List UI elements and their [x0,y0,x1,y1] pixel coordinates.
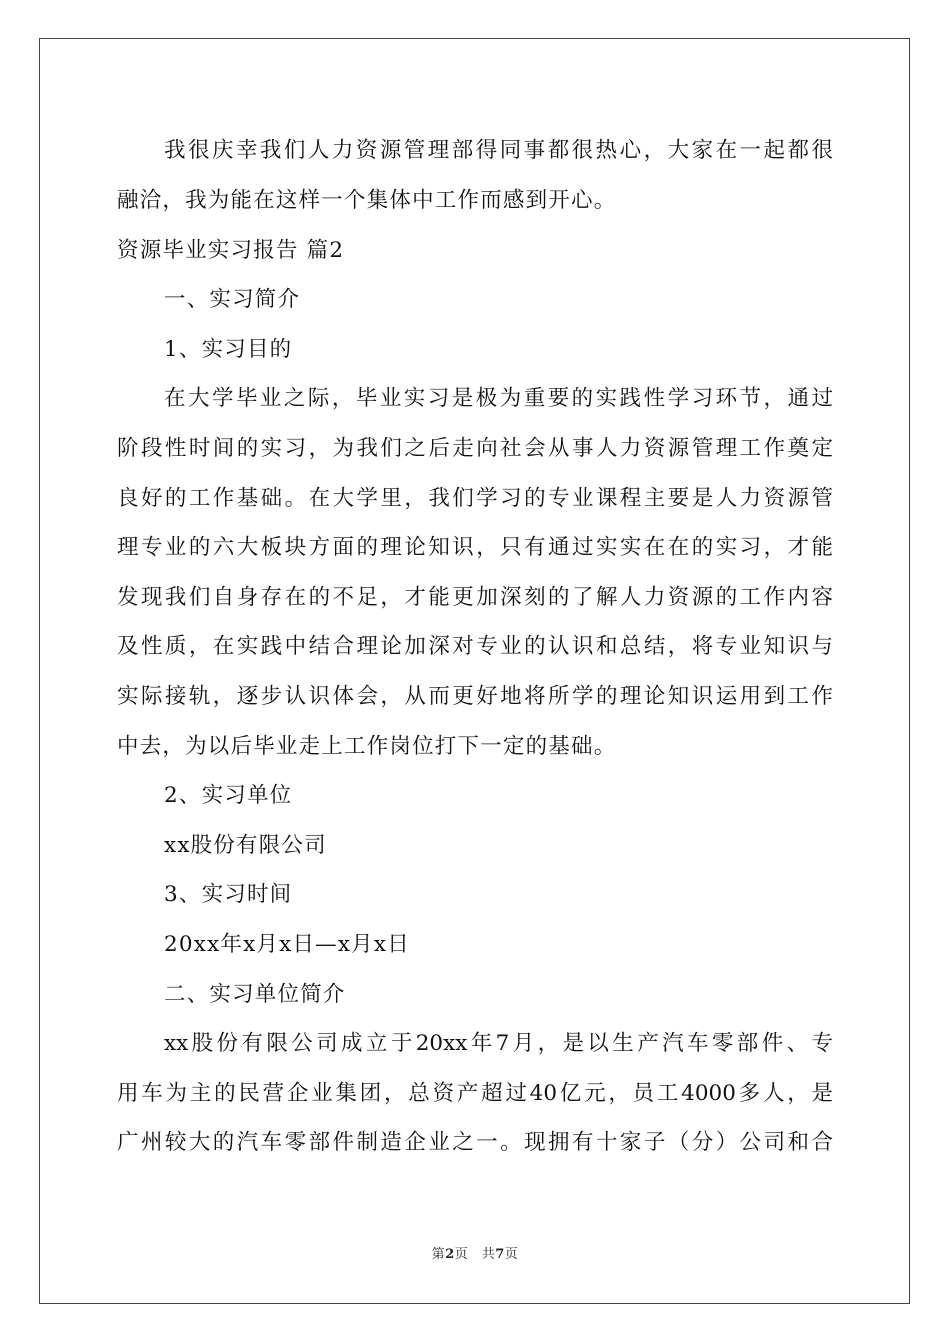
total-page-number: 7 [495,1247,505,1262]
paragraph-line: 用车为主的民营企业集团，总资产超过40亿元，员工4000多人，是 [117,1081,833,1106]
heading-internship-purpose: 1、实习目的 [164,337,293,362]
paragraph-line: 广州较大的汽车零部件制造企业之一。现拥有十家子（分）公司和合 [117,1130,833,1155]
heading-internship-intro: 一、实习简介 [164,287,301,312]
paragraph-line: 我很庆幸我们人力资源管理部得同事都很热心，大家在一起都很 [164,138,833,163]
heading-company-intro: 二、实习单位简介 [164,982,346,1007]
section-heading: 资源毕业实习报告 篇2 [117,238,345,263]
paragraph-line: 及性质，在实践中结合理论加深对专业的认识和总结，将专业知识与 [117,634,833,659]
paragraph-line: 良好的工作基础。在大学里，我们学习的专业课程主要是人力资源管 [117,486,833,511]
heading-internship-time: 3、实习时间 [164,882,293,907]
paragraph-line: 实际接轨，逐步认识体会，从而更好地将所学的理论知识运用到工作 [117,684,833,709]
paragraph-line: 中去，为以后毕业走上工作岗位打下一定的基础。 [117,734,617,759]
footer-mid: 页 共 [454,1247,496,1262]
current-page-number: 2 [445,1247,455,1262]
footer-prefix: 第 [431,1247,446,1262]
footer-suffix: 页 [504,1247,519,1262]
paragraph-line: 阶段性时间的实习，为我们之后走向社会从事人力资源管理工作奠定 [117,436,833,461]
company-name: xx股份有限公司 [164,833,327,858]
paragraph-line: 发现我们自身存在的不足，才能更加深刻的了解人力资源的工作内容 [117,585,833,610]
paragraph-line: 融洽，我为能在这样一个集体中工作而感到开心。 [117,188,617,213]
page-border [39,38,910,1304]
paragraph-line: xx股份有限公司成立于20xx年7月，是以生产汽车零部件、专 [164,1031,833,1056]
paragraph-line: 在大学毕业之际，毕业实习是极为重要的实践性学习环节，通过 [164,386,833,411]
paragraph-line: 理专业的六大板块方面的理论知识，只有通过实实在在的实习，才能 [117,535,833,560]
internship-dates: 20xx年x月x日—x月x日 [164,932,410,957]
heading-internship-unit: 2、实习单位 [164,783,293,808]
page-number-footer [0,1246,950,1264]
